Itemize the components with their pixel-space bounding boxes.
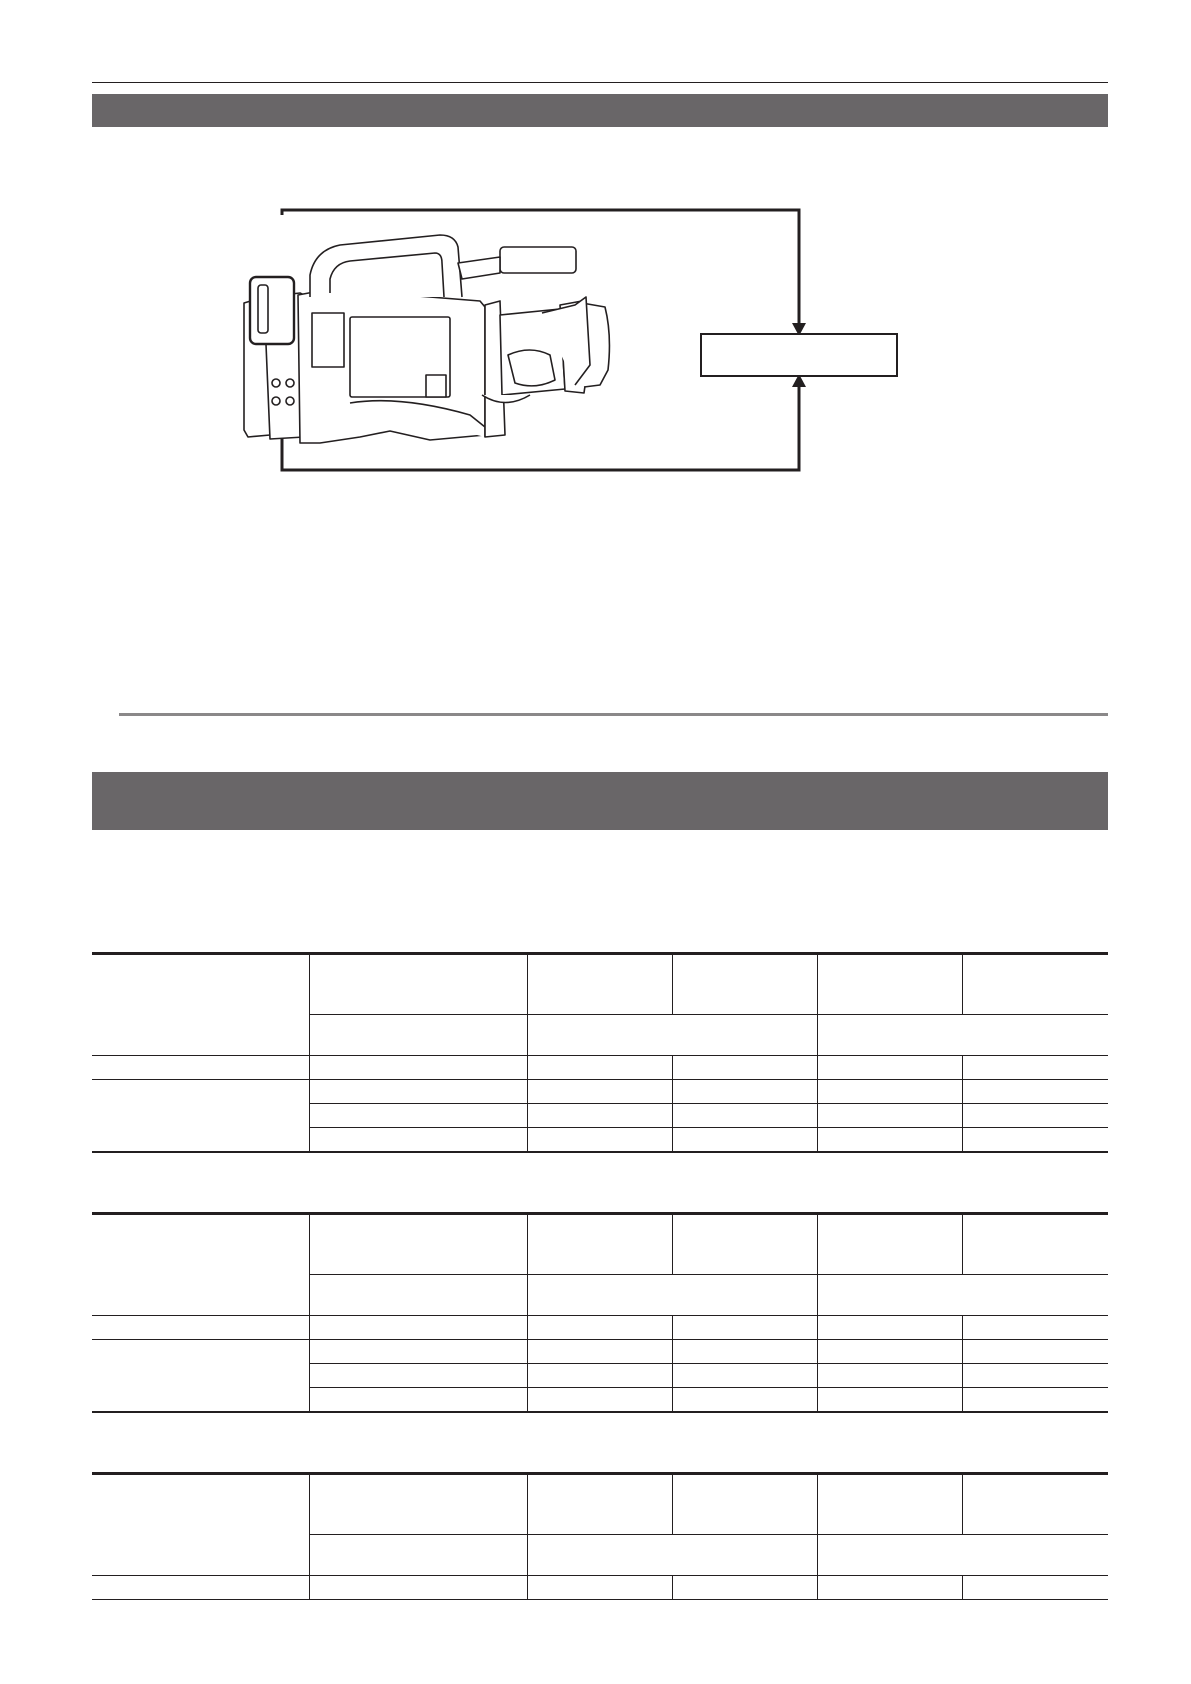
table-header-cell: [92, 1015, 309, 1056]
table-header-cell: [817, 1535, 1108, 1576]
table-header-cell: [309, 1535, 527, 1576]
section-divider: [119, 713, 1108, 716]
section-header-bar: [92, 94, 1108, 127]
table-header-cell: [309, 1275, 527, 1316]
table-header-cell: [962, 1474, 1108, 1535]
table-header-cell: [817, 954, 962, 1015]
table-header-cell: [92, 1214, 309, 1275]
table-header-cell: [309, 954, 527, 1015]
destination-box: [700, 333, 898, 377]
table-header-cell: [672, 1214, 817, 1275]
table-header-cell: [527, 1474, 672, 1535]
table-header-cell: [309, 1214, 527, 1275]
table-row: [92, 1316, 1108, 1340]
table-header-cell: [92, 954, 309, 1015]
table-header-cell: [527, 1214, 672, 1275]
table-header-cell: [309, 1474, 527, 1535]
table-row: [92, 1104, 1108, 1128]
table-header-cell: [817, 1474, 962, 1535]
table-row: [92, 1128, 1108, 1153]
table-header-cell: [92, 1275, 309, 1316]
table-header-cell: [962, 1214, 1108, 1275]
spec-table-3: [92, 1472, 1108, 1600]
table-header-cell: [527, 1275, 817, 1316]
table-row: [92, 1080, 1108, 1104]
table-row: [92, 1364, 1108, 1388]
table-row: [92, 1388, 1108, 1413]
table-header-cell: [817, 1275, 1108, 1316]
table-header-cell: [527, 1015, 817, 1056]
table-header-cell: [309, 1015, 527, 1056]
table-header-cell: [962, 954, 1108, 1015]
camera-diagram: [230, 205, 930, 475]
table-row: [92, 1576, 1108, 1600]
table-header-cell: [92, 1474, 309, 1535]
spec-table-1: [92, 952, 1108, 1153]
camcorder-drawing: [244, 235, 609, 443]
table-header-cell: [527, 954, 672, 1015]
table-row: [92, 1056, 1108, 1080]
table-header-cell: [817, 1015, 1108, 1056]
section-header-bar-large: [92, 772, 1108, 830]
top-rule: [92, 82, 1108, 83]
table-header-cell: [817, 1214, 962, 1275]
table-header-cell: [527, 1535, 817, 1576]
table-header-cell: [92, 1535, 309, 1576]
table-header-cell: [672, 1474, 817, 1535]
spec-table-2: [92, 1212, 1108, 1413]
table-row: [92, 1340, 1108, 1364]
table-header-cell: [672, 954, 817, 1015]
